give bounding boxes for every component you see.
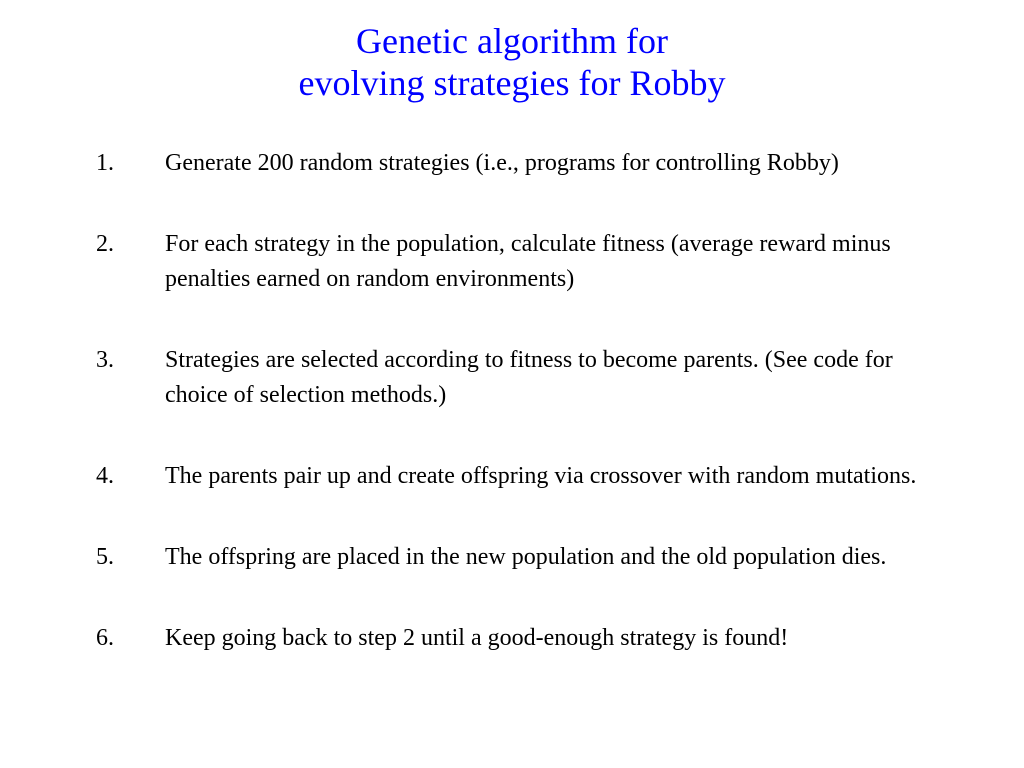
step-text: The parents pair up and create offspring via crossover with random mutations. [165, 463, 917, 489]
step-number: 2. [96, 231, 114, 257]
slide-title [0, 20, 1024, 104]
step-number: 1. [96, 150, 114, 176]
steps-list [96, 146, 956, 702]
step-number: 3. [96, 347, 114, 373]
step-number: 5. [96, 544, 114, 570]
step-item-6 [96, 621, 956, 656]
slide-title-line-2: evolving strategies for Robby [298, 63, 726, 103]
step-item-3 [96, 343, 956, 413]
step-text: Strategies are selected according to fitness to become parents. (See code for choice of selection methods.) [165, 347, 893, 408]
step-item-2 [96, 227, 956, 297]
step-text: Keep going back to step 2 until a good-enough strategy is found! [165, 625, 789, 651]
slide-title-line-1: Genetic algorithm for [356, 21, 668, 61]
step-text: The offspring are placed in the new population and the old population dies. [165, 544, 887, 570]
step-number: 6. [96, 625, 114, 651]
step-number: 4. [96, 463, 114, 489]
step-item-1 [96, 146, 956, 181]
step-item-5 [96, 540, 956, 575]
step-item-4 [96, 459, 956, 494]
step-text: Generate 200 random strategies (i.e., programs for controlling Robby) [165, 150, 839, 176]
step-text: For each strategy in the population, calculate fitness (average reward minus penalties earned on random environments) [165, 231, 891, 292]
